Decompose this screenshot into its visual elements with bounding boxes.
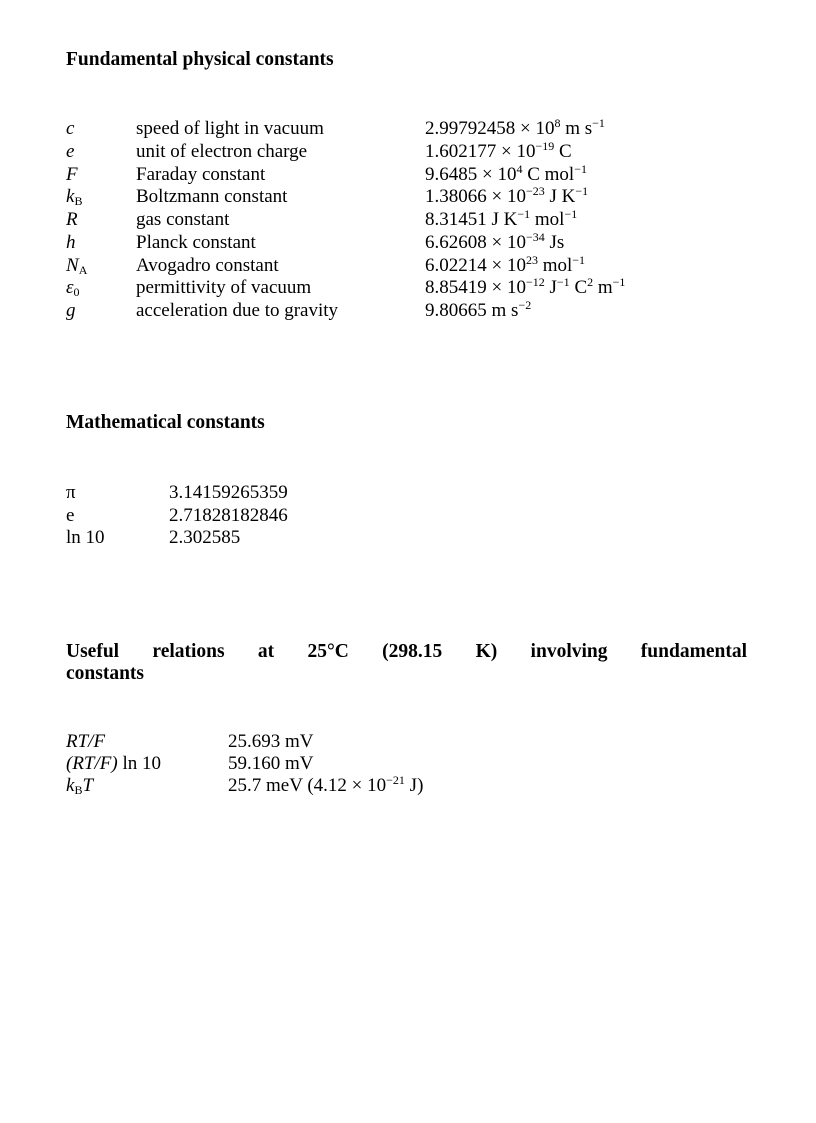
constant-description: permittivity of vacuum xyxy=(136,277,312,298)
constant-value: $9.6485 \times 10^4$ C mol$^{-1}$ xyxy=(425,162,587,185)
constant-value: $8.85419 \times 10^{-12}$ $J^{-1}$ $C^2$ $m^{-1}$ xyxy=(425,275,626,298)
constant-symbol: h xyxy=(66,232,76,253)
constant-description: speed of light in vacuum xyxy=(136,118,324,139)
constant-symbol: $\varepsilon_0$ xyxy=(66,277,80,299)
constant-description: Planck constant xyxy=(136,232,256,253)
math-symbol: ln 10 xyxy=(66,527,105,548)
math-value: 2.302585 xyxy=(169,527,241,548)
constant-description: Avogadro constant xyxy=(136,255,279,276)
constant-value: $6.02214 \times 10^{23}$ mol$^{-1}$ xyxy=(425,253,586,276)
math-value: 2.71828182846 xyxy=(169,505,288,526)
constant-value: $6.62608 \times 10^{-34}$ Js xyxy=(425,230,565,253)
constant-symbol: e xyxy=(66,141,75,162)
relation-symbol: RT/F xyxy=(66,731,106,752)
constant-value: 9.80665 m $s^{-2}$ xyxy=(425,298,532,321)
math-value: 3.14159265359 xyxy=(169,482,288,503)
constant-symbol: $k_B$ xyxy=(66,186,83,208)
constant-value: 8.31451 J $K^{-1}$ mol$^{-1}$ xyxy=(425,207,578,230)
constant-symbol: g xyxy=(66,300,76,321)
relation-value: 59.160 mV xyxy=(228,753,314,774)
math-symbol: π xyxy=(66,482,76,503)
useful-relations-heading: Useful relations at 25°C (298.15 K) involving fundamental constants xyxy=(66,641,747,684)
constant-symbol: F xyxy=(66,164,78,185)
math-symbol: e xyxy=(66,505,75,526)
physical-constants-heading: Fundamental physical constants xyxy=(66,49,334,70)
relation-value: 25.693 mV xyxy=(228,731,314,752)
constant-description: Faraday constant xyxy=(136,164,266,185)
relation-value: 25.7 meV ($4.12 \times 10^{-21}$ J) xyxy=(228,773,424,796)
constant-value: $1.602177 \times 10^{-19}$ C xyxy=(425,139,572,162)
constant-value: $1.38066 \times 10^{-23}$ J $K^{-1}$ xyxy=(425,184,589,207)
constant-symbol: $N_A$ xyxy=(66,255,88,277)
constant-description: acceleration due to gravity xyxy=(136,300,339,321)
constant-description: unit of electron charge xyxy=(136,141,308,162)
relation-symbol: $k_BT$ xyxy=(66,775,94,797)
constant-symbol: c xyxy=(66,118,75,139)
math-constants-heading: Mathematical constants xyxy=(66,412,265,433)
relation-symbol: (RT/F) ln 10 xyxy=(66,753,161,774)
constant-symbol: R xyxy=(66,209,78,230)
constant-value: $2.99792458 \times 10^8$ m $s^{-1}$ xyxy=(425,116,605,139)
constant-description: Boltzmann constant xyxy=(136,186,288,207)
constant-description: gas constant xyxy=(136,209,230,230)
